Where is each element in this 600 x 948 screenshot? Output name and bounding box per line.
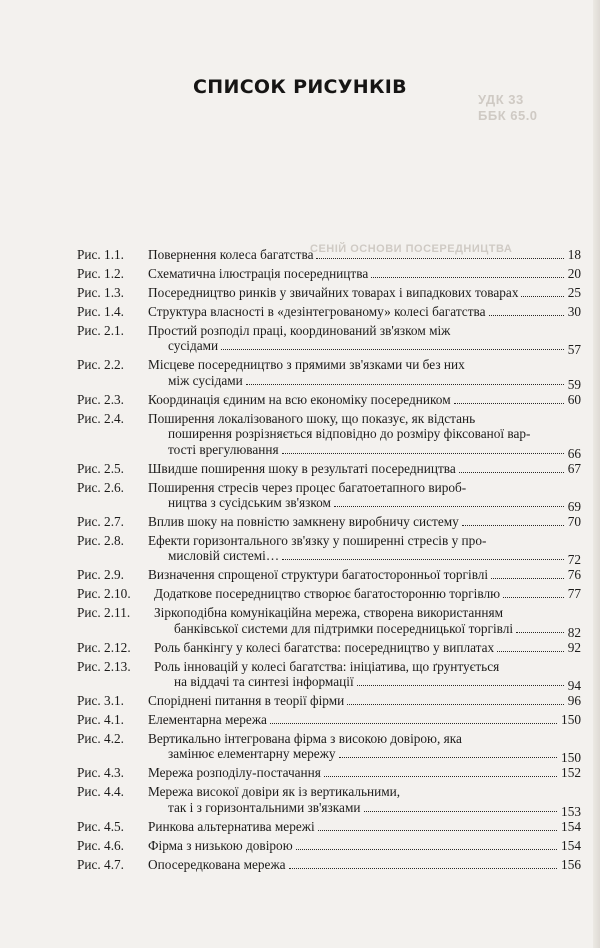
leader-dots (316, 258, 564, 259)
figure-entry (0, 247, 600, 263)
leader-dots (324, 776, 557, 777)
figure-caption-line: Координація єдиним на всю економіку посередником (148, 391, 451, 407)
page-number: 82 (567, 624, 581, 640)
figure-caption-line: Поширення стресів через процес багатоетапного вироб- (148, 479, 467, 495)
figure-label: Рис. 2.4. (77, 410, 125, 426)
show-through-text: СЕНІЙ ОСНОВИ ПОСЕРЕДНИЦТВА (310, 243, 513, 255)
figure-entry (0, 693, 600, 709)
page-number: 70 (567, 514, 581, 529)
figure-caption-line: ництва з сусідським зв'язком (168, 495, 331, 511)
page-number: 154 (561, 818, 581, 834)
figure-caption-line: Вплив шоку на повністю замкнену виробничу систему (148, 514, 459, 529)
figure-caption-line: Схематична ілюстрація посередництва (148, 265, 369, 281)
figure-label: Рис. 2.2. (77, 357, 125, 373)
figure-label: Рис. 2.1. (77, 322, 125, 338)
figure-label: Рис. 2.7. (77, 514, 125, 529)
figure-caption-line: банківської системи для підтримки посередницької торгівлі (174, 620, 514, 636)
figure-caption-line: Ефекти горизонтального зв'язку у поширенні стресів у про- (148, 532, 487, 548)
page-number: 57 (567, 342, 581, 358)
leader-dots (282, 453, 564, 454)
figure-entry (0, 784, 600, 819)
figure-entry (0, 765, 600, 781)
figure-label: Рис. 2.12. (77, 639, 131, 655)
figure-label: Рис. 2.9. (77, 567, 125, 583)
figure-label: Рис. 2.3. (77, 391, 125, 407)
figure-caption-line: Повернення колеса багатства (148, 247, 314, 262)
leader-dots (221, 349, 564, 350)
page-number: 152 (561, 765, 581, 781)
figure-label: Рис. 1.4. (77, 303, 125, 319)
figure-entry (0, 479, 600, 515)
figure-entry (0, 266, 600, 282)
leader-dots (503, 597, 564, 598)
figure-label: Рис. 4.5. (77, 818, 125, 834)
figure-label: Рис. 3.1. (77, 693, 125, 709)
figure-entry (0, 857, 600, 873)
figure-caption-line: Визначення спрощеної структури багатосторонньої торгівлі (148, 567, 489, 583)
figure-caption-line: замінює елементарну мережу (168, 746, 336, 762)
figure-caption-line: так і з горизонтальними зв'язками (168, 799, 361, 815)
figure-entry (0, 392, 600, 408)
page-number: 154 (561, 837, 581, 853)
figure-caption-line: Вертикально інтегрована фірма з високою довірою, яка (148, 730, 462, 746)
figure-caption-line: Фірма з низькою довірою (148, 837, 293, 853)
leader-dots (339, 757, 557, 758)
show-through-text: УДК 33 (478, 92, 524, 107)
leader-dots (516, 632, 564, 633)
page-number: 30 (567, 303, 581, 319)
page-title: СПИСОК РИСУНКІВ (193, 75, 407, 98)
figure-entry (0, 567, 600, 583)
figure-label: Рис. 2.13. (77, 658, 131, 674)
figure-caption-line: тості врегулювання (168, 441, 279, 457)
page-number: 150 (561, 712, 581, 727)
leader-dots (491, 578, 564, 579)
figure-entry (0, 658, 600, 694)
figure-caption-line: Посередництво ринків у звичайних товарах і випадкових товарах (148, 284, 519, 300)
leader-dots (270, 723, 557, 724)
leader-dots (334, 506, 564, 507)
figure-entry (0, 410, 600, 461)
leader-dots (318, 830, 557, 831)
figure-entry (0, 514, 600, 530)
page-number: 25 (567, 284, 581, 300)
figure-caption-line: Роль банкінгу у колесі багатства: посередництво у виплатах (154, 639, 495, 655)
figure-caption-line: Швидше поширення шоку в результаті посередництва (148, 460, 456, 476)
figure-caption-line: Елементарна мережа (148, 712, 267, 727)
figure-entry (0, 532, 600, 568)
page-number: 150 (561, 750, 581, 766)
figure-caption-line: Мережа розподілу-постачання (148, 765, 321, 781)
figure-entry (0, 730, 600, 766)
figure-label: Рис. 1.2. (77, 265, 125, 281)
figure-label: Рис. 4.3. (77, 765, 125, 781)
figure-caption-line: Опосередкована мережа (148, 856, 286, 872)
figure-label: Рис. 4.2. (77, 730, 125, 746)
figure-caption-line: Мережа високої довіри як із вертикальними, (148, 784, 401, 800)
leader-dots (289, 868, 557, 869)
leader-dots (462, 525, 564, 526)
page-number: 72 (567, 552, 581, 568)
page-number: 59 (567, 376, 581, 392)
figure-caption-line: між сусідами (168, 372, 243, 388)
page-number: 156 (561, 856, 581, 872)
figure-entry (0, 712, 600, 728)
page-number: 18 (567, 247, 581, 262)
figure-entry (0, 605, 600, 640)
leader-dots (371, 277, 564, 278)
leader-dots (521, 296, 564, 297)
figure-caption-line: на віддачі та синтезі інформації (174, 674, 354, 690)
figure-entry (0, 838, 600, 854)
figure-entry (0, 285, 600, 301)
leader-dots (296, 849, 557, 850)
figure-label: Рис. 1.3. (77, 284, 125, 300)
figure-label: Рис. 1.1. (77, 247, 125, 262)
page-number: 20 (567, 265, 581, 281)
figure-label: Рис. 2.10. (77, 586, 131, 602)
figure-caption-line: Місцеве посередництво з прямими зв'язками чи без них (148, 357, 465, 373)
leader-dots (364, 811, 557, 812)
figure-label: Рис. 2.6. (77, 479, 125, 495)
figure-entry (0, 640, 600, 656)
figure-label: Рис. 4.7. (77, 856, 125, 872)
figure-caption-line: Додаткове посередництво створює багатосторонню торгівлю (154, 586, 501, 602)
figure-label: Рис. 2.5. (77, 460, 125, 476)
figure-caption-line: Поширення локалізованого шоку, що показує, як відстань (148, 410, 476, 426)
leader-dots (489, 315, 564, 316)
figure-entry (0, 357, 600, 392)
page-number: 92 (567, 639, 581, 655)
figure-entry (0, 461, 600, 477)
page-number: 69 (567, 499, 581, 515)
figure-caption-line: Зіркоподібна комунікаційна мережа, створена використанням (154, 605, 504, 621)
figure-caption-line: поширення розрізняється відповідно до розміру фіксованої вар- (168, 426, 531, 442)
figure-label: Рис. 2.8. (77, 532, 125, 548)
leader-dots (454, 403, 564, 404)
figure-entry (0, 304, 600, 320)
leader-dots (497, 651, 564, 652)
page-number: 94 (567, 678, 581, 694)
leader-dots (246, 384, 564, 385)
figure-label: Рис. 4.4. (77, 784, 125, 800)
figure-caption-line: Простий розподіл праці, координований зв'язком між (148, 322, 451, 338)
figure-caption-line: Структура власності в «дезінтегрованому» колесі багатства (148, 303, 486, 319)
leader-dots (347, 704, 564, 705)
page-number: 77 (567, 586, 581, 602)
figure-caption-line: Ринкова альтернатива мережі (148, 818, 315, 834)
figure-entry (0, 586, 600, 602)
figure-label: Рис. 2.11. (77, 605, 131, 621)
leader-dots (357, 685, 564, 686)
figure-caption-line: Роль інновацій у колесі багатства: ініціатива, що ґрунтується (154, 658, 500, 674)
page-number: 66 (567, 445, 581, 461)
leader-dots (282, 559, 564, 560)
page-number: 60 (567, 391, 581, 407)
page-number: 67 (567, 460, 581, 476)
page-number: 153 (561, 803, 581, 819)
figure-caption-line: мисловій системі… (168, 548, 280, 564)
page-number: 76 (567, 567, 581, 583)
figure-label: Рис. 4.6. (77, 837, 125, 853)
show-through-text: ББК 65.0 (478, 108, 538, 123)
figure-caption-line: Споріднені питання в теорії фірми (148, 693, 345, 709)
figure-entry (0, 819, 600, 835)
figure-caption-line: сусідами (168, 338, 219, 354)
figure-label: Рис. 4.1. (77, 712, 125, 727)
figure-entry (0, 322, 600, 358)
leader-dots (459, 472, 564, 473)
page-number: 96 (567, 693, 581, 709)
